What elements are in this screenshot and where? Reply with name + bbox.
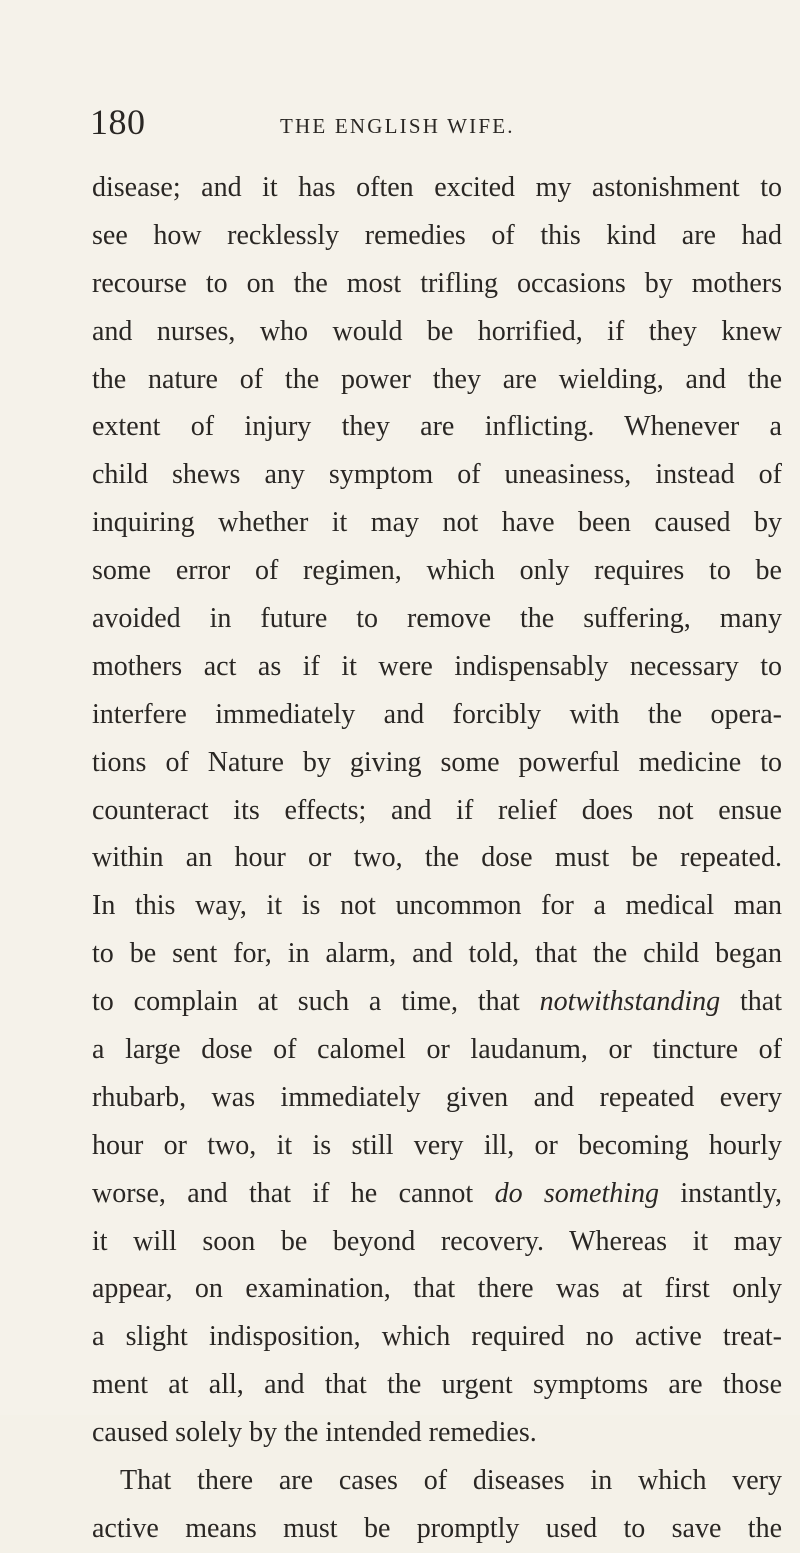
- text-line-with-emphasis: [92, 1170, 782, 1218]
- text-line: avoided in future to remove the suffering, many: [92, 603, 782, 635]
- text-line: and nurses, who would be horrified, if they knew: [92, 315, 782, 347]
- text-line: active means must be promptly used to save the: [92, 1512, 782, 1544]
- text-line: within an hour or two, the dose must be repeated.: [92, 842, 782, 874]
- paragraph-start-line: That there are cases of diseases in which very: [120, 1465, 782, 1497]
- line-segment: to complain at such a time, that: [92, 986, 540, 1018]
- body-text: [92, 164, 782, 1553]
- text-line: a slight indisposition, which required no active treat-: [92, 1321, 782, 1353]
- page-number: 180: [90, 102, 146, 142]
- emphasis-phrase: do something: [494, 1177, 660, 1209]
- text-line-with-emphasis: [92, 978, 782, 1026]
- emphasis-word: notwithstanding: [539, 986, 721, 1018]
- running-head: THE ENGLISH WIFE.: [280, 114, 515, 138]
- text-line: interfere immediately and forcibly with the opera-: [92, 698, 782, 730]
- text-line: it will soon be beyond recovery. Whereas it may: [92, 1225, 782, 1257]
- page-header: [90, 100, 780, 150]
- text-line: rhubarb, was immediately given and repeated every: [92, 1081, 782, 1113]
- text-line: hour or two, it is still very ill, or becoming hourly: [92, 1129, 782, 1161]
- text-line: mothers act as if it were indispensably necessary to: [92, 650, 782, 682]
- text-line: disease; and it has often excited my astonishment to: [92, 172, 782, 203]
- line-segment: that: [720, 986, 782, 1018]
- text-line: inquiring whether it may not have been caused by: [92, 507, 782, 539]
- text-line: tions of Nature by giving some powerful medicine to: [92, 746, 782, 778]
- text-line: to be sent for, in alarm, and told, that the child began: [92, 938, 782, 970]
- text-line: recourse to on the most trifling occasions by mothers: [92, 267, 782, 299]
- text-line: a large dose of calomel or laudanum, or tincture of: [92, 1034, 782, 1066]
- text-line: see how recklessly remedies of this kind are had: [92, 219, 782, 251]
- line-segment: worse, and that if he cannot: [92, 1177, 495, 1209]
- text-line: the nature of the power they are wielding, and the: [92, 363, 782, 395]
- text-line: child shews any symptom of uneasiness, instead of: [92, 459, 782, 491]
- text-line: extent of injury they are inflicting. Whenever a: [92, 411, 782, 443]
- line-segment: instantly,: [659, 1177, 783, 1209]
- paragraph-end-line: caused solely by the intended remedies.: [92, 1417, 537, 1449]
- text-line: ment at all, and that the urgent symptoms are those: [92, 1369, 782, 1401]
- text-line: some error of regimen, which only requires to be: [92, 555, 782, 587]
- text-line: appear, on examination, that there was at first only: [92, 1273, 782, 1305]
- text-line: In this way, it is not uncommon for a medical man: [92, 890, 782, 922]
- text-line: counteract its effects; and if relief does not ensue: [92, 794, 782, 826]
